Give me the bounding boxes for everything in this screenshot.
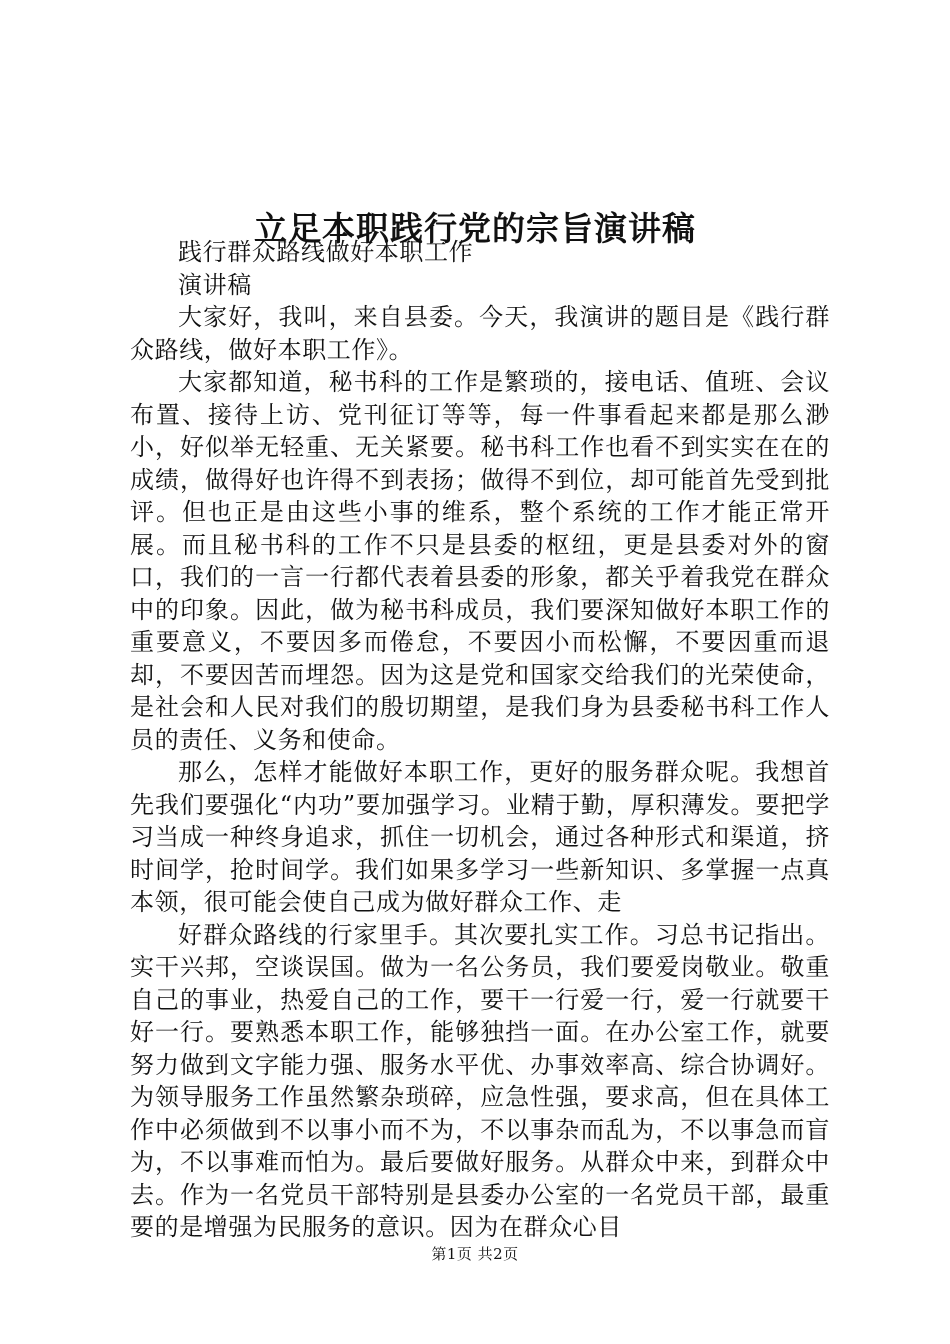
- body-paragraph: 演讲稿: [178, 270, 252, 299]
- body-paragraph: 践行群众路线做好本职工作: [178, 238, 474, 266]
- body-paragraph: 大家好，我叫，来自县委。今天，我演讲的题目是《践行群众路线，做好本职工作》。: [130, 303, 830, 364]
- document-title: 立足本职践行党的宗旨演讲稿: [254, 209, 696, 249]
- body-paragraph: 好群众路线的行家里手。其次要扎实工作。习总书记指出。实干兴邦，空谈误国。做为一名公务员，我们要爱岗敬业。敬重自己的事业，热爱自己的工作，要干一行爱一行，爱一行就要干好一行。要熟悉本职工作，能够独挡一面。在办公室工作，就要努力做到文字能力强、服务水平优、办事效率高、综合协调好。为领导服务工作虽然繁杂琐碎，应急性强，要求高，但在具体工作中必须做到不以事小而不为，不以事杂而乱为，不以事急而盲为，不以事难而怕为。最后要做好服务。从群众中来，到群众中去。作为一名党员干部特别是县委办公室的一名党员干部，最重要的是增强为民服务的意识。因为在群众心目: [130, 920, 830, 1241]
- document-body: [130, 236, 830, 1244]
- body-paragraph: 那么，怎样才能做好本职工作，更好的服务群众呢。我想首先我们要强化“内功”要加强学习。业精于勤，厚积薄发。要把学习当成一种终身追求，抓住一切机会，通过各种形式和渠道，挤时间学，抢时间学。我们如果多学习一些新知识、多掌握一点真本领，很可能会使自己成为做好群众工作、走: [130, 758, 830, 916]
- body-paragraph: 大家都知道，秘书科的工作是繁琐的，接电话、值班、会议布置、接待上访、党刊征订等等，每一件事看起来都是那么渺小，好似举无轻重、无关紧要。秘书科工作也看不到实实在在的成绩，做得好也许得不到表扬；做得不到位，却可能首先受到批评。但也正是由这些小事的维系，整个系统的工作才能正常开展。而且秘书科的工作不只是县委的枢纽，更是县委对外的窗口，我们的一言一行都代表着县委的形象，都关乎着我党在群众中的印象。因此，做为秘书科成员，我们要深知做好本职工作的重要意义，不要因多而倦怠，不要因小而松懈，不要因重而退却，不要因苦而埋怨。因为这是党和国家交给我们的光荣使命，是社会和人民对我们的殷切期望，是我们身为县委秘书科工作人员的责任、义务和使命。: [130, 368, 830, 754]
- page-number-footer: 第1页 共2页: [431, 1245, 519, 1263]
